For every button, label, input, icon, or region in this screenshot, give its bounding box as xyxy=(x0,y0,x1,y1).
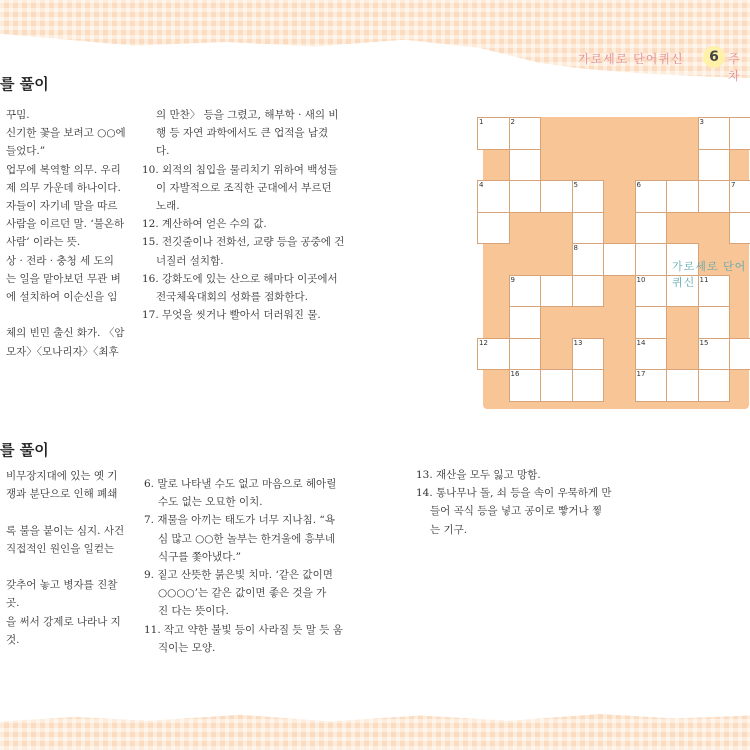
clue-line: 13. 재산을 모두 잃고 망함. xyxy=(416,469,541,481)
cell-number: 2 xyxy=(510,118,515,126)
clue-line: 12. 계산하여 얻은 수의 값. xyxy=(142,218,267,231)
crossword-cell[interactable] xyxy=(477,212,510,245)
cell-number: 1 xyxy=(479,118,484,126)
clue-line: 는 일을 맡아보던 무관 벼 xyxy=(6,272,121,285)
crossword-cell[interactable] xyxy=(509,338,542,371)
cell-number: 10 xyxy=(636,275,646,284)
crossword-cell[interactable] xyxy=(666,180,699,213)
clue-line: 11. 작고 약한 불빛 등이 사라질 듯 말 듯 움 xyxy=(144,623,343,636)
clue-line: 전국체육대회의 성화를 점화한다. xyxy=(156,291,309,303)
crossword-cell[interactable] xyxy=(698,149,731,182)
clue-line: 곳. xyxy=(6,597,20,610)
crossword-cell[interactable] xyxy=(509,306,542,339)
crossword-cell[interactable] xyxy=(635,338,668,371)
crossword-cell[interactable] xyxy=(729,180,750,213)
clue-line: 10. 외적의 침입을 물리치기 위하여 백성들 xyxy=(142,163,338,176)
crossword-cell[interactable] xyxy=(509,369,542,402)
clue-line: 17. 무엇을 씻거나 빨아서 더러워진 물. xyxy=(142,309,321,322)
crossword-cell[interactable] xyxy=(509,117,542,150)
crossword-cell[interactable] xyxy=(635,275,668,308)
clue-line: 식구를 쫓아냈다.” xyxy=(158,550,242,563)
clue-line: 비무장지대에 있는 옛 기 xyxy=(6,470,118,482)
cell-number: 8 xyxy=(573,244,578,252)
clue-line: 자들이 자기네 말을 따르 xyxy=(6,200,118,212)
crossword-cell[interactable] xyxy=(477,338,510,371)
clue-line: 사람을 이르던 말. ‘불온하 xyxy=(6,218,125,231)
crossword-cell[interactable] xyxy=(572,275,605,308)
clue-line: 노래. xyxy=(156,200,180,212)
down-heading: 를 풀이 xyxy=(0,441,49,459)
clue-line: 직접적인 원인을 일컫는 xyxy=(6,542,115,555)
cell-number: 9 xyxy=(510,275,515,284)
clue-line: 상 · 전라 · 충청 세 도의 xyxy=(6,254,114,267)
clue-line: 6. 말로 나타낼 수도 없고 마음으로 헤아릴 xyxy=(144,478,337,490)
crossword-cell[interactable] xyxy=(635,306,668,339)
crossword-cell[interactable] xyxy=(698,306,731,339)
crossword-cell[interactable] xyxy=(635,243,668,276)
clue-line: 록 불을 붙이는 심지. 사건 xyxy=(6,524,125,537)
crossword-cell[interactable] xyxy=(635,212,668,245)
chapter-number-badge: 6 xyxy=(703,46,725,68)
crossword-cell[interactable] xyxy=(572,212,605,245)
clue-line: 의 만찬〉 등을 그렸고, 해부학 · 새의 비 xyxy=(156,109,339,121)
crossword-cell[interactable] xyxy=(540,180,573,213)
clue-line: 모자〉〈모나리자〉〈최후 xyxy=(6,345,119,358)
clue-line: 수도 없는 오묘한 이치. xyxy=(158,496,263,509)
cell-number: 11 xyxy=(699,275,709,284)
clue-line: 심 많고 ○○한 놀부는 한겨울에 흥부네 xyxy=(158,532,336,545)
clue-line: 7. 재물을 아끼는 태도가 너무 지나침. “욕 xyxy=(144,514,335,527)
clue-line: 쟁과 분단으로 인해 폐쇄 xyxy=(6,488,118,501)
clue-line: 이 자발적으로 조직한 군대에서 부르던 xyxy=(156,181,332,194)
clue-line: 신기한 꽃을 보려고 ○○에 xyxy=(6,127,126,140)
across-heading: 를 풀이 xyxy=(0,75,49,93)
crossword-cell[interactable] xyxy=(635,369,668,402)
crossword-cell[interactable] xyxy=(540,275,573,308)
clue-line: 업무에 복역할 의무. 우리 xyxy=(6,163,121,176)
crossword-cell[interactable] xyxy=(666,369,699,402)
crossword-cell[interactable] xyxy=(698,117,731,150)
crossword-cell[interactable] xyxy=(603,243,636,276)
clue-line: 들었다.” xyxy=(6,145,46,158)
clue-line: 9. 짙고 산뜻한 붉은빛 치마. ‘같은 값이면 xyxy=(144,569,333,581)
crossword-cell[interactable] xyxy=(477,117,510,150)
crossword-cell[interactable] xyxy=(572,180,605,213)
chapter-suffix: 주차 xyxy=(728,52,740,83)
cell-number: 3 xyxy=(699,118,704,126)
crossword-cell[interactable] xyxy=(540,369,573,402)
cell-number: 17 xyxy=(636,370,646,378)
crossword-cell[interactable] xyxy=(698,338,731,371)
clue-line: 진 다는 뜻이다. xyxy=(158,605,229,618)
crossword-cell[interactable] xyxy=(509,180,542,213)
clue-line: 꾸밈. xyxy=(6,109,30,121)
cell-number: 16 xyxy=(510,370,520,378)
clue-line: 15. 전깃줄이나 전화선, 교량 등을 공중에 건 xyxy=(142,236,345,249)
crossword-cell[interactable] xyxy=(729,212,750,245)
clue-line: 것. xyxy=(6,633,20,646)
grid-side-title: 가로세로 단어퀴신 xyxy=(672,260,747,289)
cell-number: 14 xyxy=(636,338,646,347)
crossword-cell[interactable] xyxy=(477,180,510,213)
crossword-cell[interactable] xyxy=(572,369,605,402)
cell-number: 7 xyxy=(731,181,736,189)
clue-line: 들어 곡식 등을 넣고 공이로 빻거나 찧 xyxy=(430,505,603,518)
crossword-cell[interactable] xyxy=(572,243,605,276)
clue-line: 다. xyxy=(156,145,170,158)
crossword-cell[interactable] xyxy=(698,369,731,402)
clue-line: 갖추어 놓고 병자를 진찰 xyxy=(6,579,118,592)
clue-line: 을 써서 강제로 나라나 지 xyxy=(6,615,121,628)
clue-line: 제 의무 가운데 하나이다. xyxy=(6,181,121,194)
cell-number: 5 xyxy=(573,181,578,189)
chapter-title: 가로세로 단어퀴신 xyxy=(578,52,684,66)
cell-number: 15 xyxy=(699,338,709,347)
clue-line: ○○○○’는 같은 값이면 좋은 것을 가 xyxy=(158,587,327,600)
crossword-cell[interactable] xyxy=(698,180,731,213)
clue-line: 는 기구. xyxy=(430,523,468,536)
clue-line: 14. 통나무나 돌, 쇠 등을 속이 우묵하게 만 xyxy=(416,487,612,500)
clue-line: 16. 강화도에 있는 산으로 해마다 이곳에서 xyxy=(142,272,338,285)
clue-line: 행 등 자연 과학에서도 큰 업적을 남겼 xyxy=(156,127,329,140)
cell-number: 6 xyxy=(636,181,641,189)
crossword-cell[interactable] xyxy=(729,338,750,371)
clue-line: 직이는 모양. xyxy=(158,641,216,654)
clue-line: 사람’ 이라는 뜻. xyxy=(6,236,81,249)
crossword-cell[interactable] xyxy=(509,275,542,308)
clue-line: 체의 빈민 출신 화가. 〈암 xyxy=(6,327,125,340)
crossword-cell[interactable] xyxy=(509,149,542,182)
clue-line: 에 설치하여 이순신을 임 xyxy=(6,291,118,303)
crossword-cell[interactable] xyxy=(729,117,750,150)
cell-number: 13 xyxy=(573,338,583,347)
crossword-cell[interactable] xyxy=(635,180,668,213)
clue-line: 너질러 설치함. xyxy=(156,254,224,267)
crossword-cell[interactable] xyxy=(572,338,605,371)
cell-number: 4 xyxy=(479,181,484,189)
cell-number: 12 xyxy=(479,338,488,347)
